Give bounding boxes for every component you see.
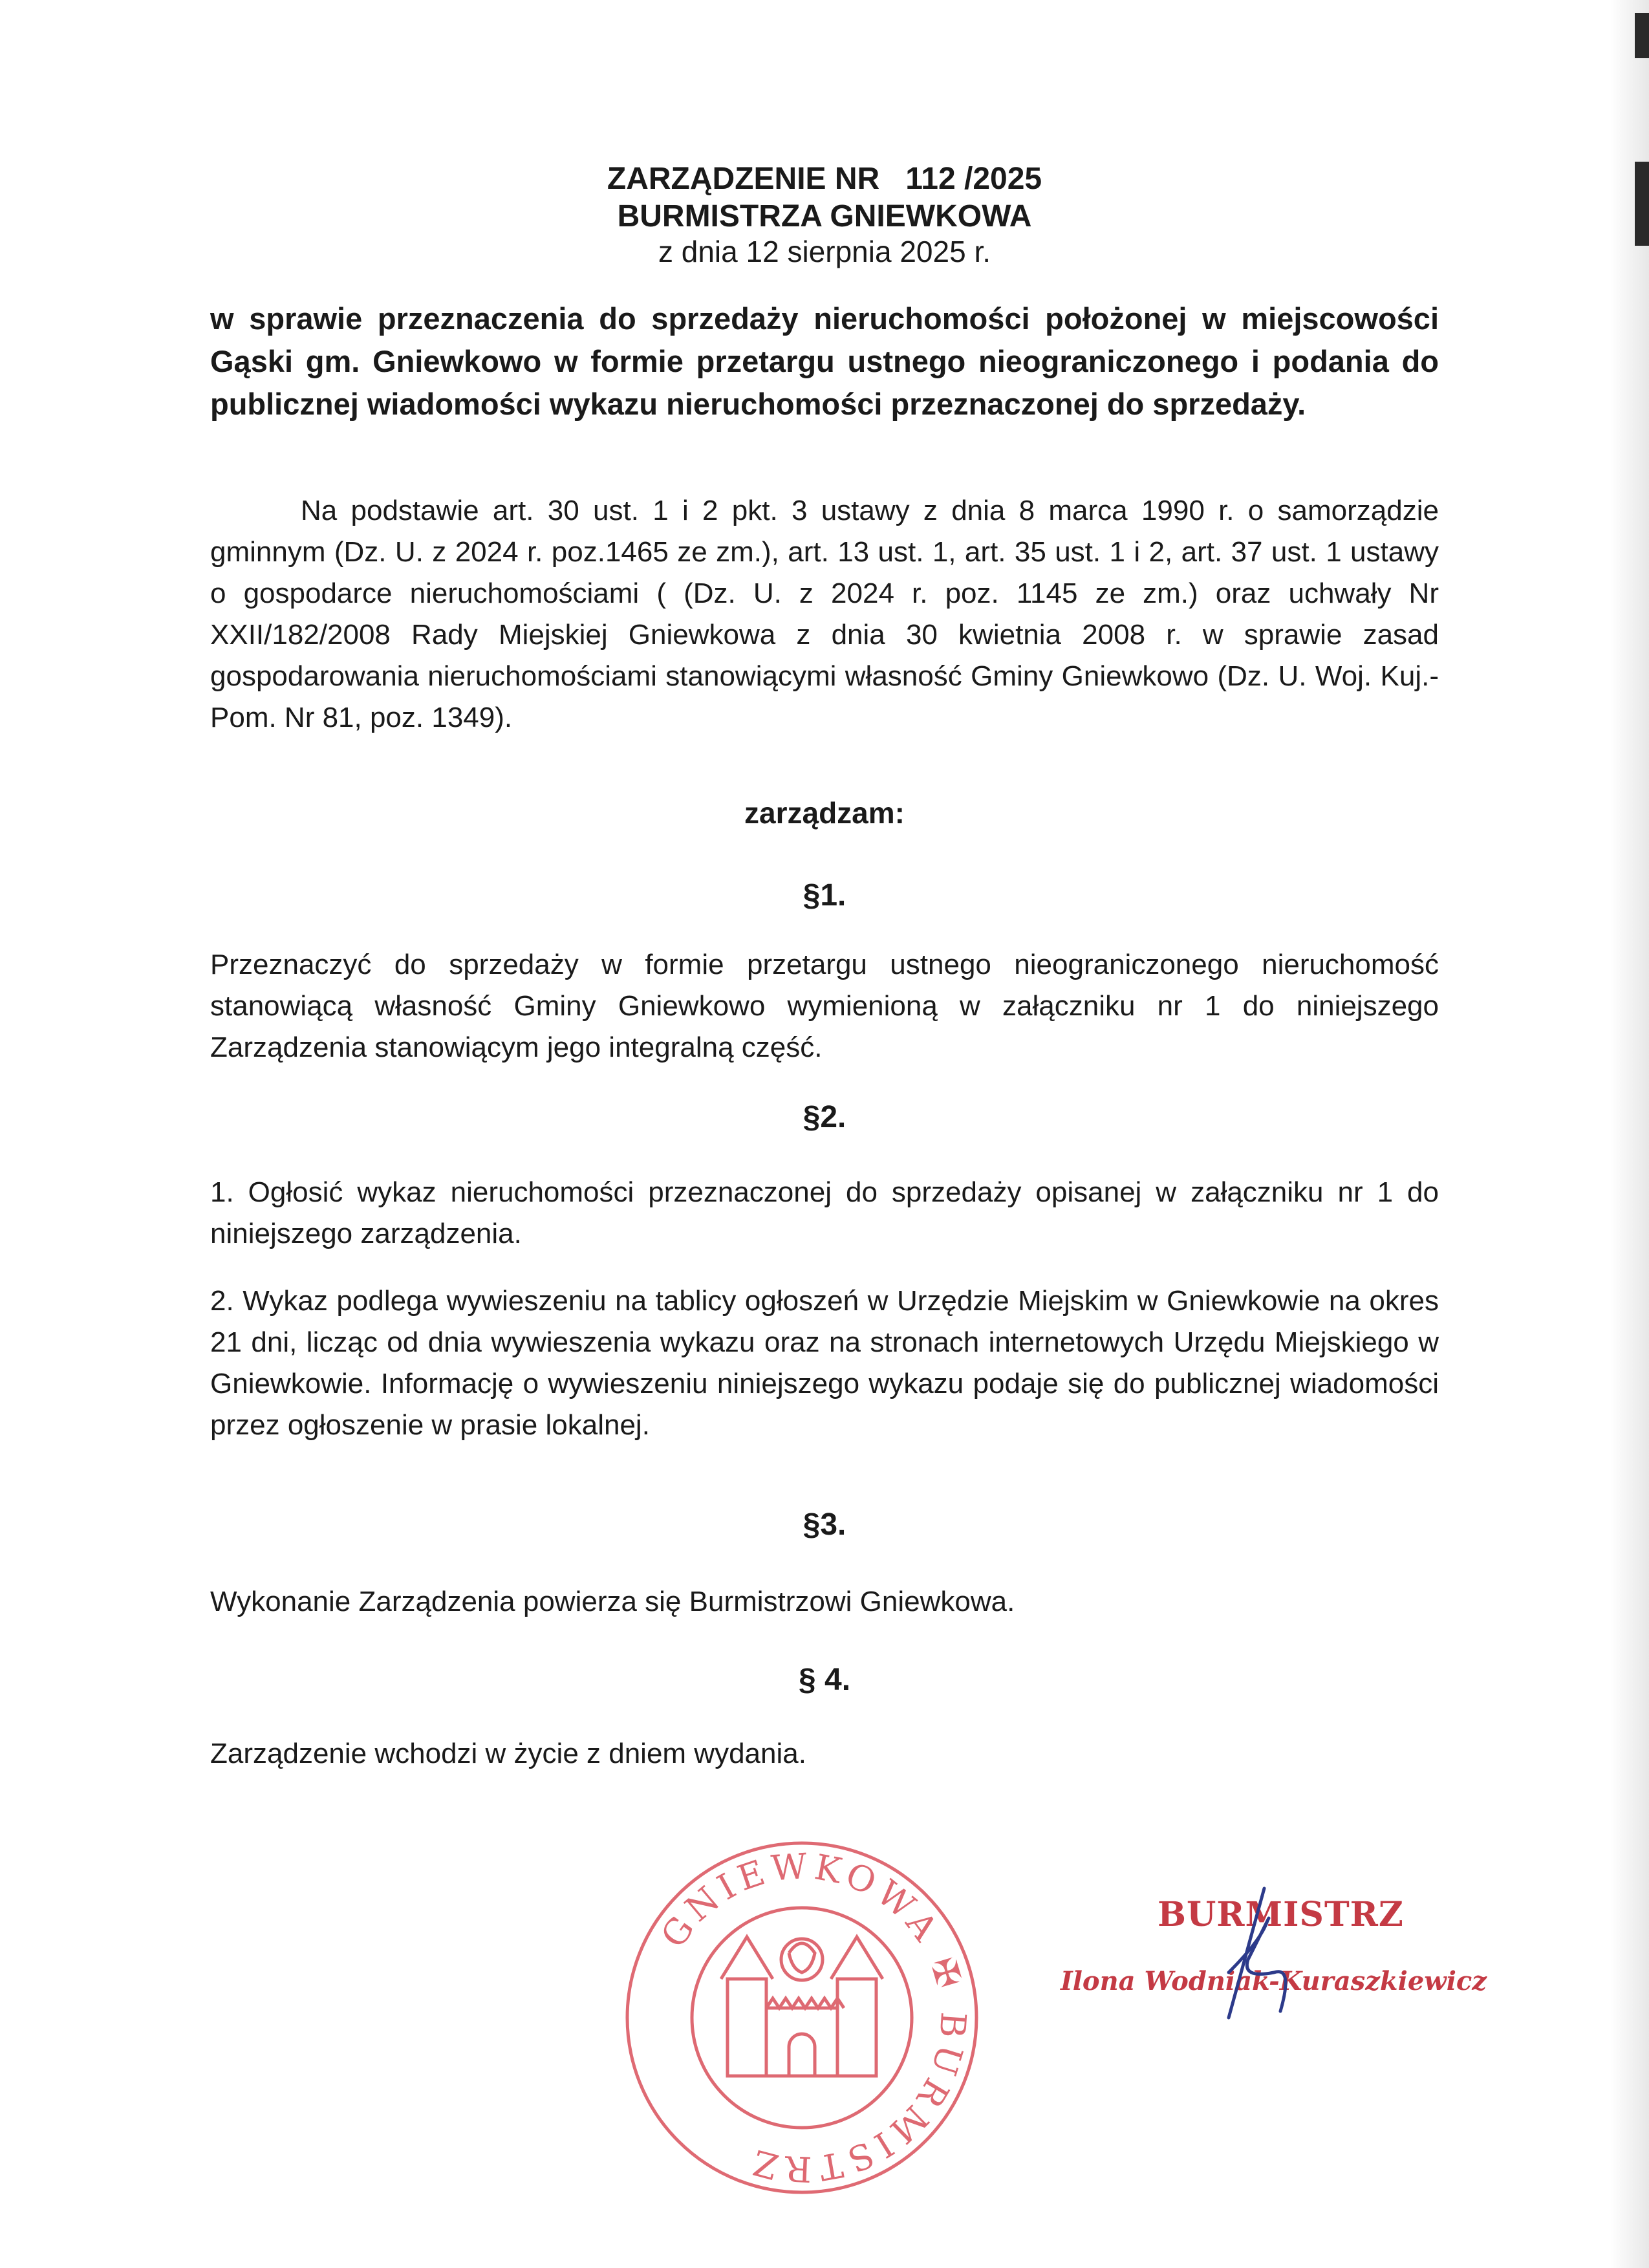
section-1-text: Przeznaczyć do sprzedaży w formie przetargu ustnego nieograniczonego nieruchomość stanowiącą własność Gminy Gniewkowo wymienioną w załączniku nr 1 do niniejszego Zarządzenia stanowiącym jego integralną część. [210,949,1439,1063]
document-date: z dnia 12 sierpnia 2025 r. [658,235,991,268]
section-4-text: Zarządzenie wchodzi w życie z dniem wydania. [210,1738,806,1769]
section-4-heading: § 4. [798,1663,851,1697]
legal-basis-paragraph: Na podstawie art. 30 ust. 1 i 2 pkt. 3 ustawy z dnia 8 marca 1990 r. o samorządzie gminnym (Dz. U. z 2024 r. poz.1465 ze zm.), art. 13 ust. 1, art. 35 ust. 1 i 2, art. 37 ust. 1 ustawy o gospodarce nieruchomościami ( (Dz. U. z 2024 r. poz. 1145 ze zm.) oraz uchwały Nr XXII/182/2008 Rady Miejskiej Gniewkowa z dnia 30 kwietnia 2008 r. w sprawie zasad gospodarowania nieruchomościami stanowiącymi własność Gminy Gniewkowo (Dz. U. Woj. Kuj.-Pom. Nr 81, poz. 1349). [210,495,1439,733]
document-title [0,160,1649,235]
stamp-ring-text: GNIEWKOWA ✠ BURMISTRZ [652,1845,974,2190]
handwritten-signature [1203,1882,1306,2031]
document-subject: w sprawie przeznaczenia do sprzedaży nieruchomości położonej w miejscowości Gąski gm. Gniewkowo w formie przetargu ustnego nieograniczonego i podania do publicznej wiadomości wykazu nieruchomości przeznaczonej do sprzedaży. [210,301,1439,421]
section-3-text: Wykonanie Zarządzenia powierza się Burmistrzowi Gniewkowa. [210,1586,1015,1617]
signature-title: BURMISTRZ [1158,1895,1404,1934]
signature-name: Ilona Wodniak-Kuraszkiewicz [1061,1966,1487,1996]
section-2-point-2: 2. Wykaz podlega wywieszeniu na tablicy ogłoszeń w Urzędzie Miejskim w Gniewkowie na okres 21 dni, licząc od dnia wywieszenia wykazu oraz na stronach internetowych Urzędu Miejskiego w Gniewkowie. Informację o wywieszeniu niniejszego wykazu podaje się do publicznej wiadomości przez ogłoszenie w prasie lokalnej. [210,1285,1439,1441]
signature-block [1061,1882,1513,2031]
decree-word: zarządzam: [744,796,905,830]
section-3-heading: §3. [803,1507,846,1542]
official-stamp [614,1830,989,2205]
section-1-heading: §1. [803,878,846,913]
section-2-heading: §2. [803,1100,846,1134]
title-line-1: ZARZĄDZENIE NR 112 /2025 [607,162,1042,196]
title-line-2: BURMISTRZA GNIEWKOWA [617,199,1032,233]
section-2-point-1: 1. Ogłosić wykaz nieruchomości przeznaczonej do sprzedaży opisanej w załączniku nr 1 do niniejszego zarządzenia. [210,1176,1439,1249]
